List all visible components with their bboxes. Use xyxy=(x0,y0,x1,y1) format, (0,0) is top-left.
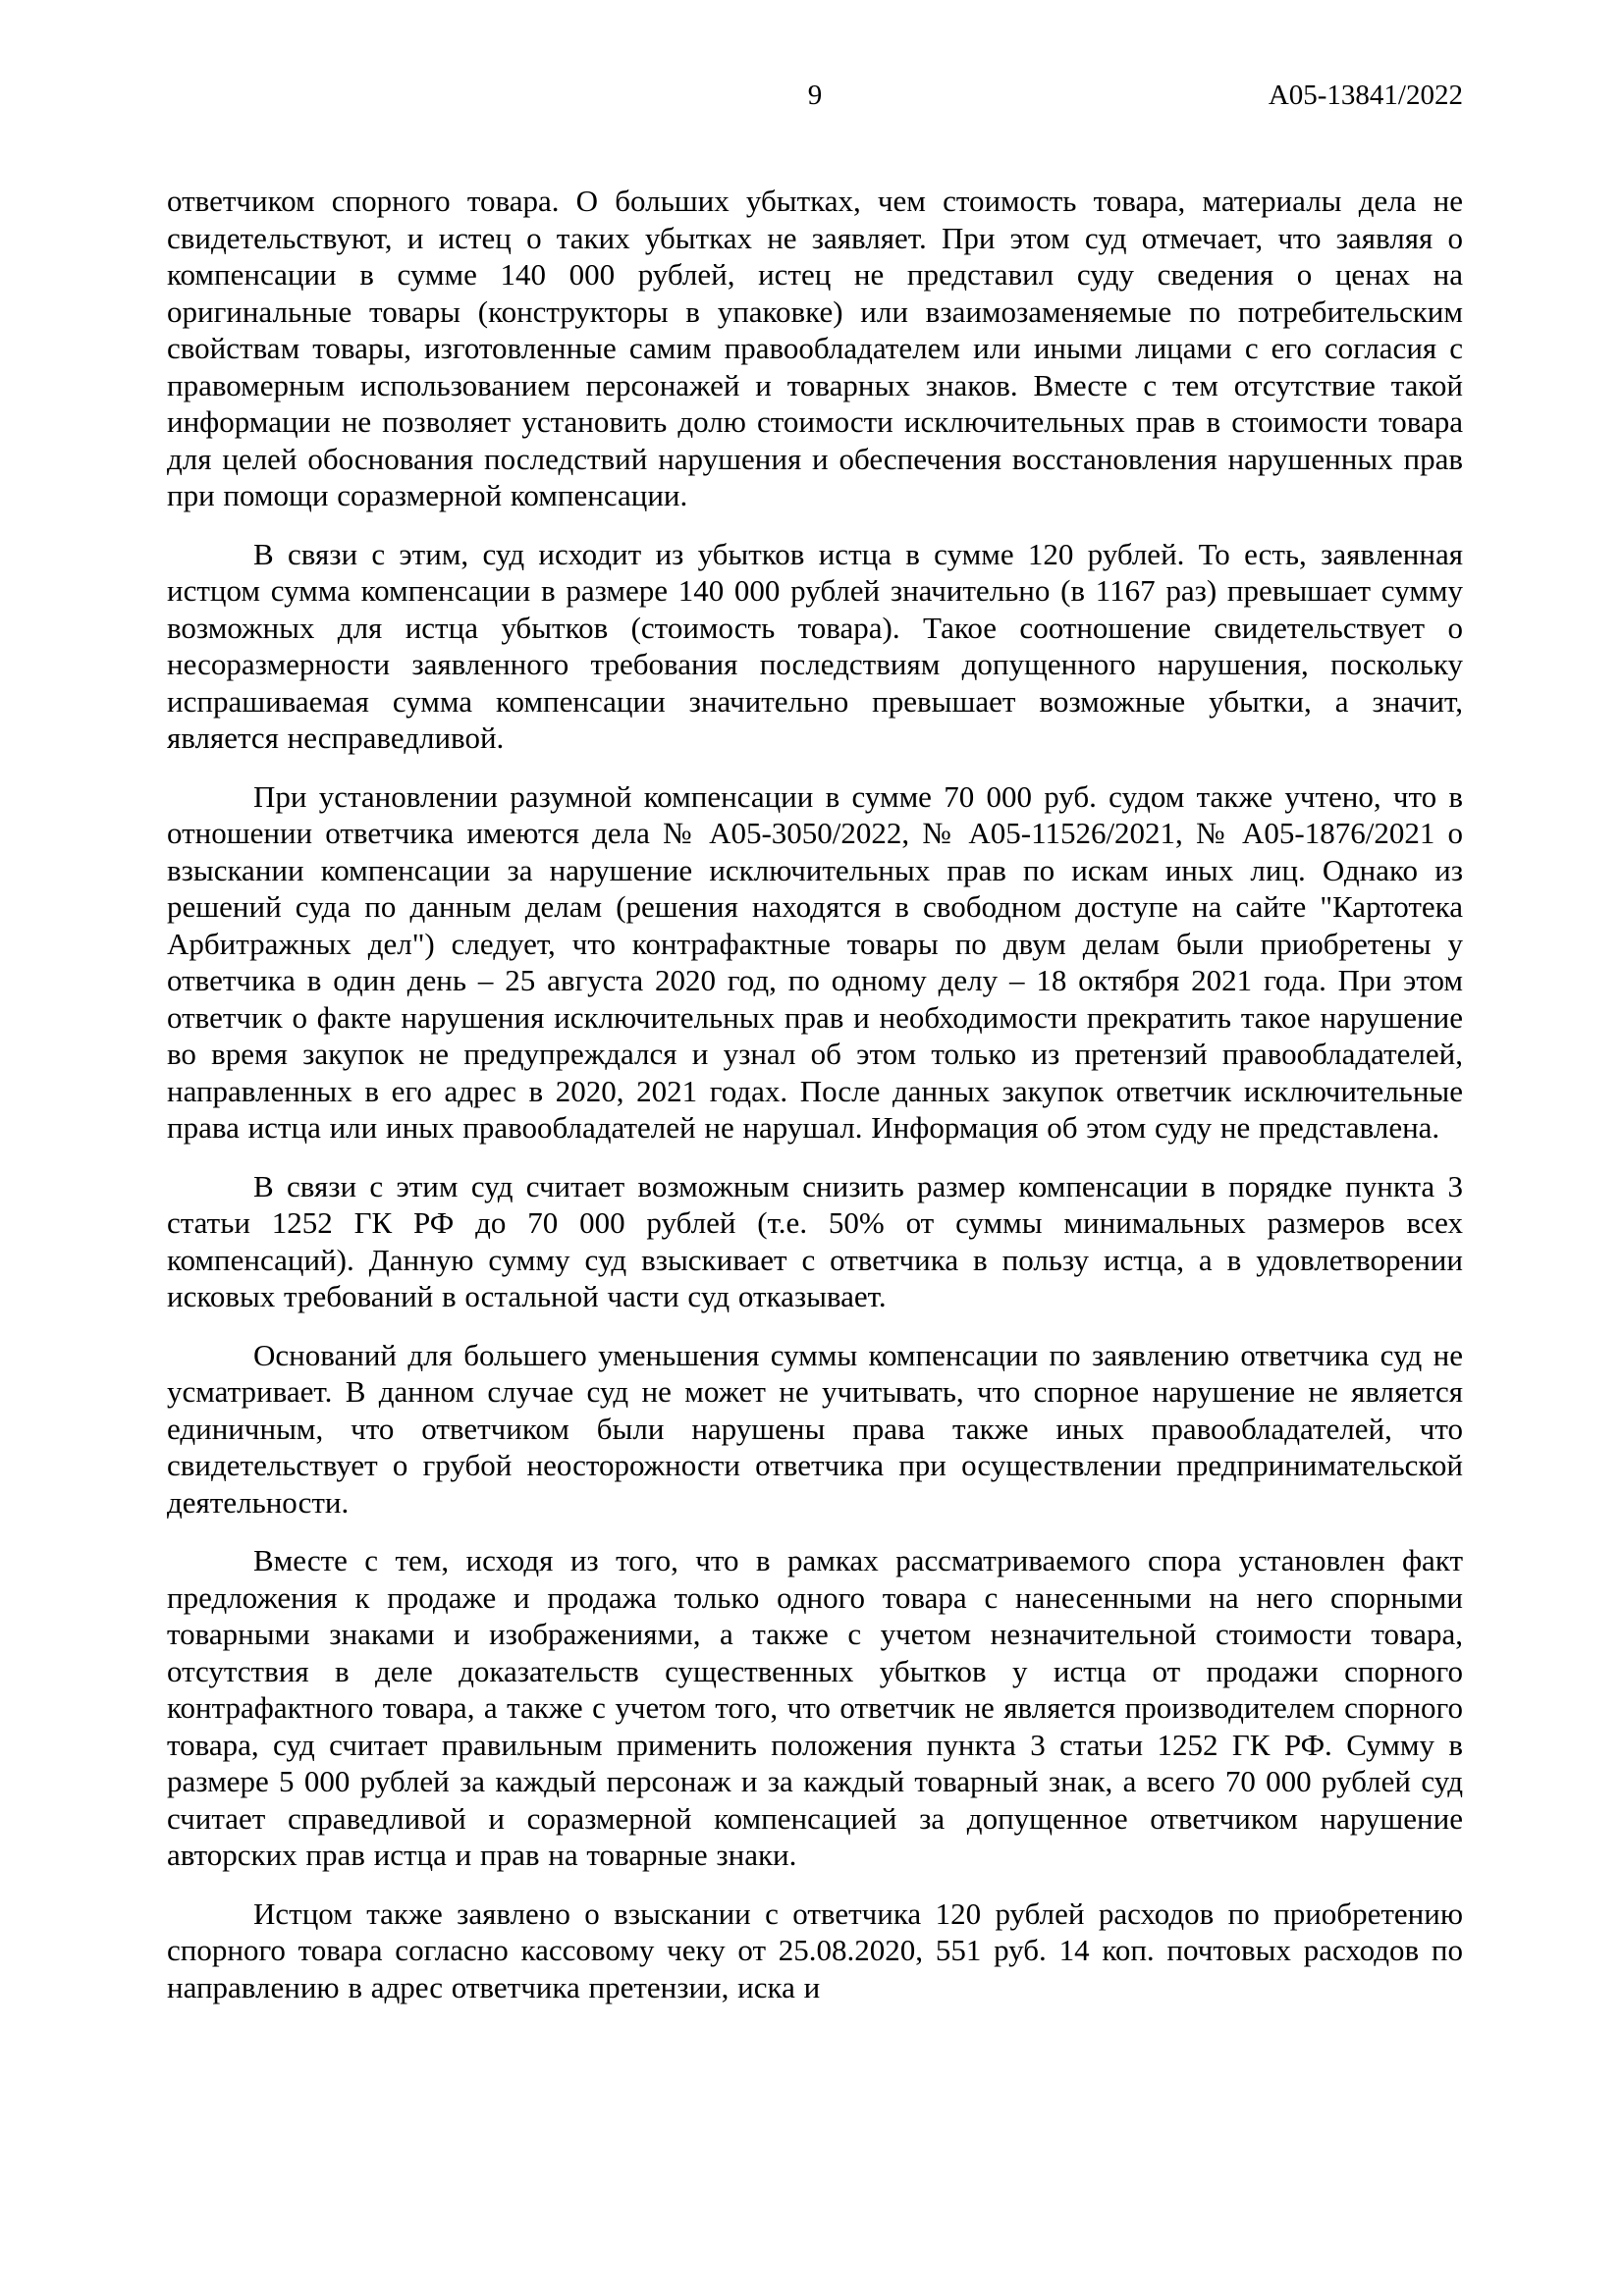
paragraph: Истцом также заявлено о взыскании с ответчика 120 рублей расходов по приобретению спорного товара согласно кассовому чеку от 25.08.2020, 551 руб. 14 коп. почтовых расходов по направлению в адрес ответчика претензии, иска и xyxy=(167,1896,1463,2004)
paragraph: В связи с этим суд считает возможным снизить размер компенсации в порядке пункта 3 статьи 1252 ГК РФ до 70 000 рублей (т.е. 50% от суммы минимальных размеров всех компенсаций). Данную сумму суд взыскивает с ответчика в пользу истца, а в удовлетворении исковых требований в остальной части суд отказывает. xyxy=(167,1168,1463,1313)
page-number: 9 xyxy=(807,80,823,111)
page-header xyxy=(167,77,1463,114)
case-number: А05-13841/2022 xyxy=(1268,80,1463,111)
paragraph: Оснований для большего уменьшения суммы компенсации по заявлению ответчика суд не усматривает. В данном случае суд не может не учитывать, что спорное нарушение не является единичным, что ответчиком были нарушены права также иных правообладателей, что свидетельствует о грубой неосторожности ответчика при осуществлении предпринимательской деятельности. xyxy=(167,1337,1463,1520)
paragraph: Вместе с тем, исходя из того, что в рамках рассматриваемого спора установлен факт предложения к продаже и продажа только одного товара с нанесенными на него спорными товарными знаками и изображениями, а также с учетом незначительной стоимости товара, отсутствия в деле доказательств существенных убытков у истца от продажи спорного контрафактного товара, а также с учетом того, что ответчик не является производителем спорного товара, суд считает правильным применить положения пункта 3 статьи 1252 ГК РФ. Сумму в размере 5 000 рублей за каждый персонаж и за каждый товарный знак, а всего 70 000 рублей суд считает справедливой и соразмерной компенсацией за допущенное ответчиком нарушение авторских прав истца и прав на товарные знаки. xyxy=(167,1543,1463,1872)
paragraph: ответчиком спорного товара. О больших убытках, чем стоимость товара, материалы дела не свидетельствуют, и истец о таких убытках не заявляет. При этом суд отмечает, что заявляя о компенсации в сумме 140 000 рублей, истец не представил суду сведения о ценах на оригинальные товары (конструкторы в упаковке) или взаимозаменяемые по потребительским свойствам товары, изготовленные самим правообладателем или иными лицами с его согласия с правомерным использованием персонажей и товарных знаков. Вместе с тем отсутствие такой информации не позволяет установить долю стоимости исключительных прав в стоимости товара для целей обоснования последствий нарушения и обеспечения восстановления нарушенных прав при помощи соразмерной компенсации. xyxy=(167,184,1463,512)
paragraph: При установлении разумной компенсации в сумме 70 000 руб. судом также учтено, что в отношении ответчика имеются дела № А05-3050/2022, № А05-11526/2021, № А05-1876/2021 о взыскании компенсации за нарушение исключительных прав по искам иных лиц. Однако из решений суда по данным делам (решения находятся в свободном доступе на сайте "Картотека Арбитражных дел") следует, что контрафактные товары по двум делам были приобретены у ответчика в один день – 25 августа 2020 год, по одному делу – 18 октября 2021 года. При этом ответчик о факте нарушения исключительных прав и необходимости прекратить такое нарушение во время закупок не предупреждался и узнал об этом только из претензий правообладателей, направленных в его адрес в 2020, 2021 годах. После данных закупок ответчик исключительные права истца или иных правообладателей не нарушал. Информация об этом суду не представлена. xyxy=(167,778,1463,1145)
document-body xyxy=(167,183,1463,2005)
paragraph: В связи с этим, суд исходит из убытков истца в сумме 120 рублей. То есть, заявленная истцом сумма компенсации в размере 140 000 рублей значительно (в 1167 раз) превышает сумму возможных для истца убытков (стоимость товара). Такое соотношение свидетельствует о несоразмерности заявленного требования последствиям допущенного нарушения, поскольку испрашиваемая сумма компенсации значительно превышает возможные убытки, а значит, является несправедливой. xyxy=(167,536,1463,755)
